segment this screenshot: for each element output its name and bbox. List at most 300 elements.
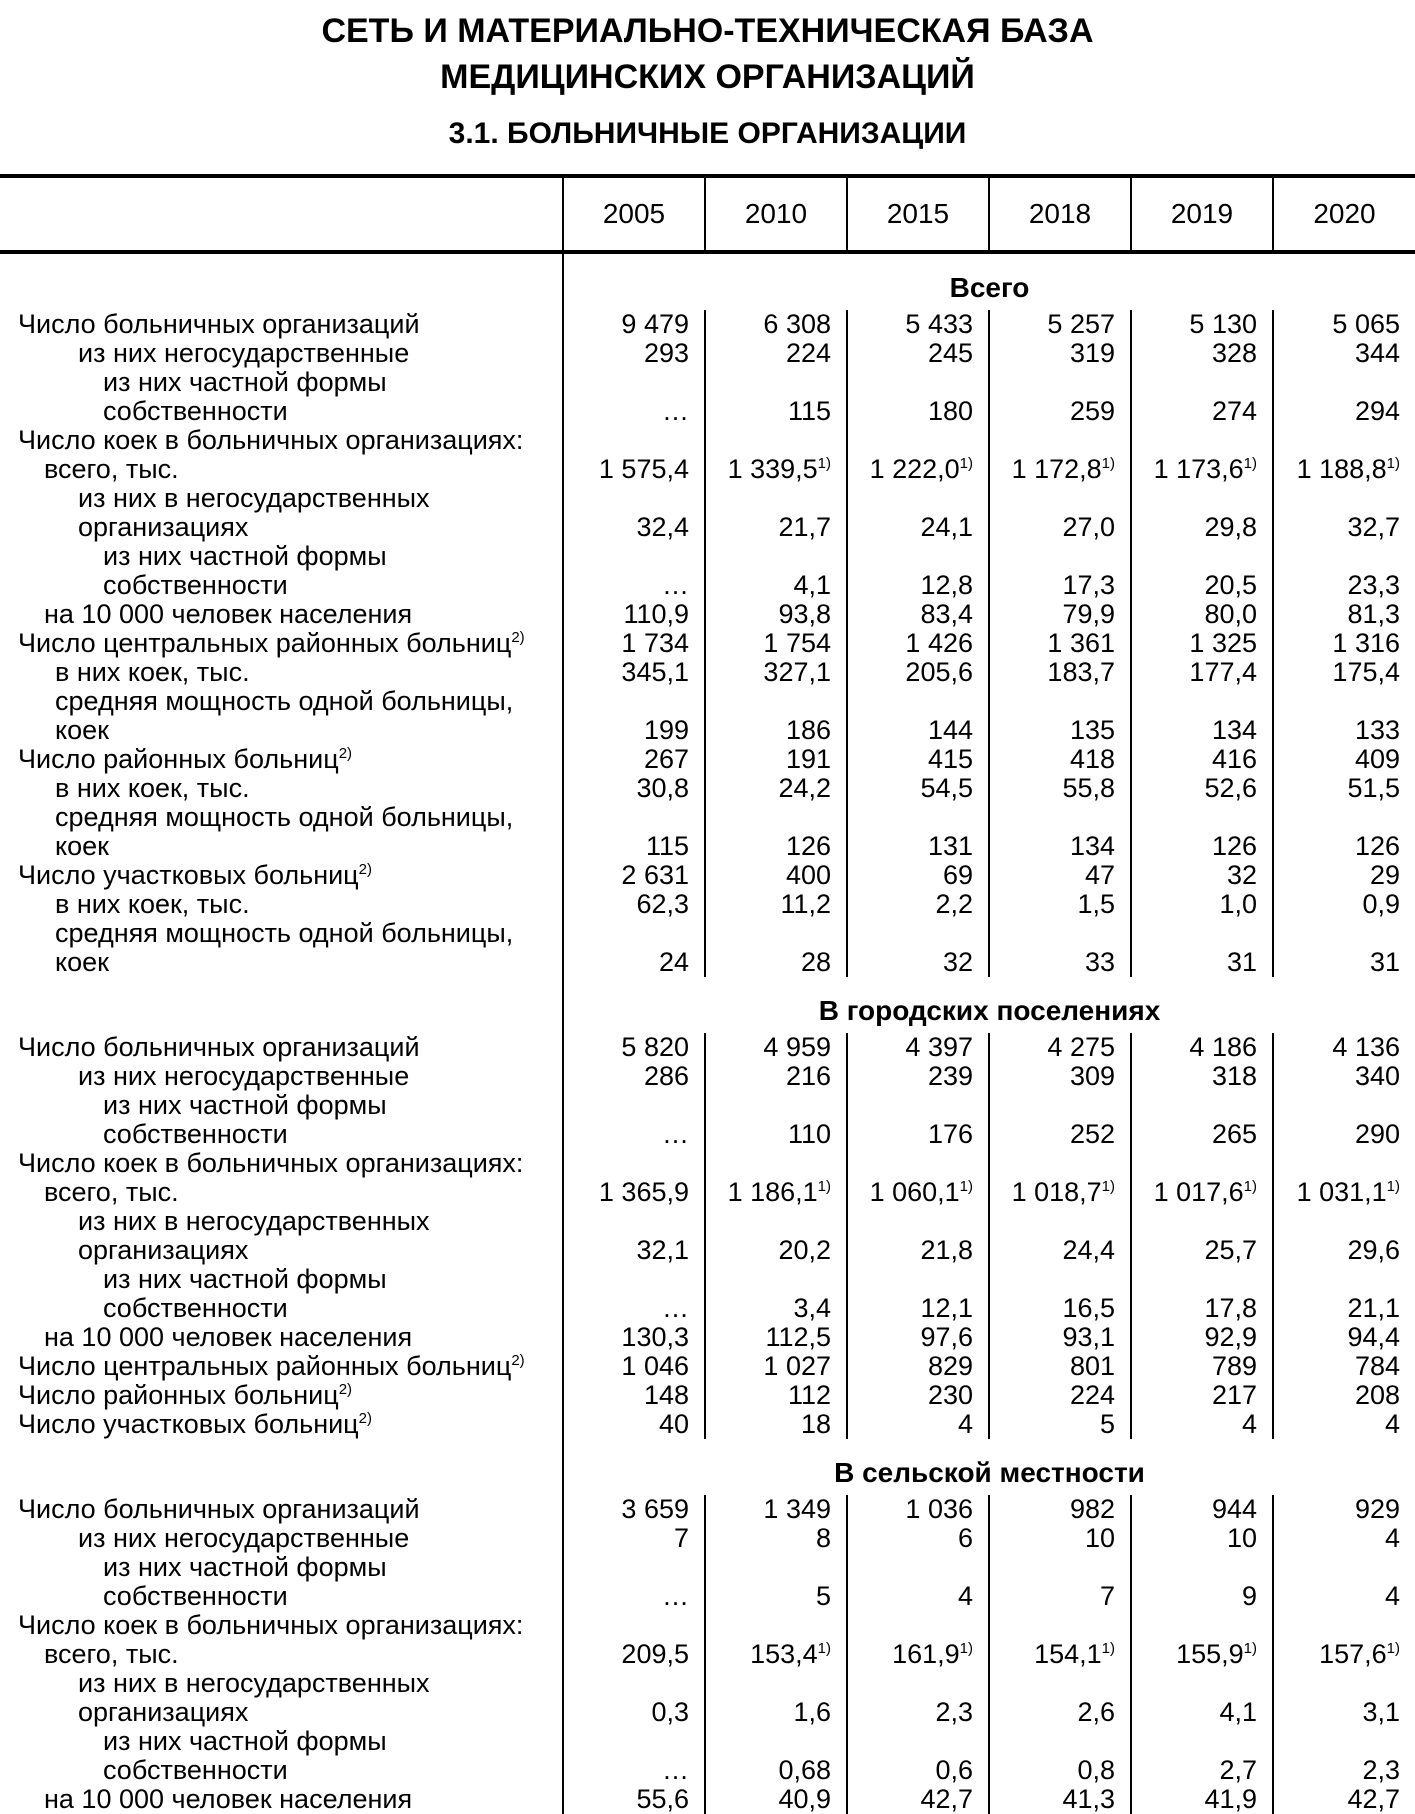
table-row bbox=[0, 919, 1415, 977]
footnote-marker: 1) bbox=[1101, 1640, 1115, 1657]
value-cell: 6 bbox=[847, 1524, 989, 1553]
page-title-line2: МЕДИЦИНСКИХ ОРГАНИЗАЦИЙ bbox=[440, 58, 975, 96]
value-cell: 2,2 bbox=[847, 890, 989, 919]
row-label: Число больничных организаций bbox=[18, 309, 420, 339]
value-cell: 1 017,6$^{1)}$ bbox=[1131, 1149, 1273, 1207]
value-cell: 32,4 bbox=[563, 484, 705, 542]
footnote-marker: 1) bbox=[817, 1178, 831, 1195]
value-cell: 161,9$^{1)}$ bbox=[847, 1611, 989, 1669]
table-row bbox=[0, 1611, 1415, 1669]
row-label: в них коек, тыс. bbox=[55, 773, 250, 803]
value-cell: 80,0 bbox=[1131, 600, 1273, 629]
value-cell: 17,8 bbox=[1131, 1265, 1273, 1323]
value-cell: 31 bbox=[1131, 919, 1273, 977]
row-label: на 10 000 человек населения bbox=[44, 599, 413, 629]
value-cell: 944 bbox=[1131, 1495, 1273, 1524]
value-cell: 126 bbox=[1273, 803, 1415, 861]
value-cell: 224 bbox=[705, 339, 847, 368]
value-cell: 2,3 bbox=[847, 1669, 989, 1727]
footnote-marker: 2) bbox=[511, 629, 525, 646]
value-cell: 319 bbox=[989, 339, 1131, 368]
row-label: из них негосударственные bbox=[78, 1523, 410, 1553]
table-row bbox=[0, 1149, 1415, 1207]
row-label: Число коек в больничных организациях: всего, тыс. bbox=[18, 1148, 524, 1207]
value-cell: 27,0 bbox=[989, 484, 1131, 542]
value-cell: 5 257 bbox=[989, 310, 1131, 339]
value-cell: 208 bbox=[1273, 1381, 1415, 1410]
table-row bbox=[0, 600, 1415, 629]
value-cell: 20,2 bbox=[705, 1207, 847, 1265]
value-cell: 42,7 bbox=[1273, 1785, 1415, 1814]
row-label: из них частной формы собственности bbox=[103, 1264, 387, 1323]
row-label: из них частной формы собственности bbox=[103, 367, 387, 426]
row-label: из них частной формы собственности bbox=[103, 1090, 387, 1149]
row-label: из них в негосударственных организациях bbox=[78, 1206, 430, 1265]
value-cell: 345,1 bbox=[563, 658, 705, 687]
value-cell: 51,5 bbox=[1273, 774, 1415, 803]
table-row bbox=[0, 658, 1415, 687]
section-row bbox=[0, 252, 1415, 310]
value-cell: 416 bbox=[1131, 745, 1273, 774]
value-cell: 144 bbox=[847, 687, 989, 745]
value-cell: 177,4 bbox=[1131, 658, 1273, 687]
value-cell: 155,9$^{1)}$ bbox=[1131, 1611, 1273, 1669]
value-cell: 41,9 bbox=[1131, 1785, 1273, 1814]
value-cell: 1 036 bbox=[847, 1495, 989, 1524]
value-cell: 1 361 bbox=[989, 629, 1131, 658]
table-row bbox=[0, 774, 1415, 803]
value-cell: 309 bbox=[989, 1062, 1131, 1091]
value-cell: 52,6 bbox=[1131, 774, 1273, 803]
value-cell: 1 046 bbox=[563, 1352, 705, 1381]
value-cell: 6 308 bbox=[705, 310, 847, 339]
section-row bbox=[0, 1439, 1415, 1495]
footnote-marker: 1) bbox=[817, 1640, 831, 1657]
value-cell: 4 136 bbox=[1273, 1033, 1415, 1062]
table-row bbox=[0, 1381, 1415, 1410]
value-cell: 134 bbox=[1131, 687, 1273, 745]
table-row bbox=[0, 1207, 1415, 1265]
row-label: Число участковых больниц$^{2)}$ bbox=[18, 1409, 372, 1439]
value-cell: 130,3 bbox=[563, 1323, 705, 1352]
year-header-row bbox=[0, 176, 1415, 252]
row-label: из них частной формы собственности bbox=[103, 1726, 387, 1785]
value-cell: 20,5 bbox=[1131, 542, 1273, 600]
value-cell: 344 bbox=[1273, 339, 1415, 368]
year-header: 2018 bbox=[989, 176, 1131, 252]
footnote-marker: 1) bbox=[1386, 1178, 1400, 1195]
value-cell: … bbox=[563, 542, 705, 600]
row-label: Число больничных организаций bbox=[18, 1032, 420, 1062]
table-row bbox=[0, 803, 1415, 861]
value-cell: 81,3 bbox=[1273, 600, 1415, 629]
table-row bbox=[0, 1524, 1415, 1553]
value-cell: 12,8 bbox=[847, 542, 989, 600]
value-cell: 1 734 bbox=[563, 629, 705, 658]
value-cell: 4 bbox=[1273, 1410, 1415, 1439]
value-cell: 40 bbox=[563, 1410, 705, 1439]
table-row bbox=[0, 1785, 1415, 1814]
table-row bbox=[0, 890, 1415, 919]
value-cell: 41,3 bbox=[989, 1785, 1131, 1814]
value-cell: 286 bbox=[563, 1062, 705, 1091]
value-cell: 126 bbox=[1131, 803, 1273, 861]
value-cell: 4 bbox=[847, 1553, 989, 1611]
section-header: Всего bbox=[563, 252, 1415, 310]
row-label: на 10 000 человек населения bbox=[44, 1784, 413, 1814]
value-cell: 1 575,4 bbox=[563, 426, 705, 484]
value-cell: 328 bbox=[1131, 339, 1273, 368]
value-cell: 154,1$^{1)}$ bbox=[989, 1611, 1131, 1669]
value-cell: 5 820 bbox=[563, 1033, 705, 1062]
value-cell: 153,4$^{1)}$ bbox=[705, 1611, 847, 1669]
value-cell: 1 325 bbox=[1131, 629, 1273, 658]
corner-cell bbox=[0, 176, 563, 252]
table-row bbox=[0, 1033, 1415, 1062]
row-label: из них негосударственные bbox=[78, 1061, 410, 1091]
value-cell: 217 bbox=[1131, 1381, 1273, 1410]
value-cell: … bbox=[563, 368, 705, 426]
value-cell: 183,7 bbox=[989, 658, 1131, 687]
value-cell: 1,6 bbox=[705, 1669, 847, 1727]
value-cell: 4 959 bbox=[705, 1033, 847, 1062]
footnote-marker: 2) bbox=[338, 745, 353, 762]
value-cell: 1 031,1$^{1)}$ bbox=[1273, 1149, 1415, 1207]
value-cell: 18 bbox=[705, 1410, 847, 1439]
row-label: Число районных больниц$^{2)}$ bbox=[18, 1380, 353, 1410]
value-cell: 0,9 bbox=[1273, 890, 1415, 919]
row-label: Число районных больниц$^{2)}$ bbox=[18, 744, 353, 774]
value-cell: 400 bbox=[705, 861, 847, 890]
value-cell: 409 bbox=[1273, 745, 1415, 774]
value-cell: 7 bbox=[989, 1553, 1131, 1611]
row-label: на 10 000 человек населения bbox=[44, 1322, 413, 1352]
value-cell: 17,3 bbox=[989, 542, 1131, 600]
footnote-marker: 2) bbox=[338, 1381, 353, 1398]
row-label: средняя мощность одной больницы, коек bbox=[55, 918, 514, 977]
value-cell: 23,3 bbox=[1273, 542, 1415, 600]
value-cell: 245 bbox=[847, 339, 989, 368]
row-label: из них частной формы собственности bbox=[103, 1552, 387, 1611]
year-header: 2005 bbox=[563, 176, 705, 252]
value-cell: 2,3 bbox=[1273, 1727, 1415, 1785]
value-cell: 10 bbox=[989, 1524, 1131, 1553]
value-cell: 83,4 bbox=[847, 600, 989, 629]
value-cell: 801 bbox=[989, 1352, 1131, 1381]
value-cell: 205,6 bbox=[847, 658, 989, 687]
value-cell: 176 bbox=[847, 1091, 989, 1149]
value-cell: 16,5 bbox=[989, 1265, 1131, 1323]
table-row bbox=[0, 1091, 1415, 1149]
value-cell: 199 bbox=[563, 687, 705, 745]
value-cell: 4,1 bbox=[1131, 1669, 1273, 1727]
value-cell: 12,1 bbox=[847, 1265, 989, 1323]
value-cell: 982 bbox=[989, 1495, 1131, 1524]
value-cell: 110 bbox=[705, 1091, 847, 1149]
value-cell: 1 339,5$^{1)}$ bbox=[705, 426, 847, 484]
value-cell: 47 bbox=[989, 861, 1131, 890]
value-cell: 40,9 bbox=[705, 1785, 847, 1814]
value-cell: 42,7 bbox=[847, 1785, 989, 1814]
footnote-marker: 1) bbox=[1243, 1178, 1257, 1195]
value-cell: 0,3 bbox=[563, 1669, 705, 1727]
year-header: 2010 bbox=[705, 176, 847, 252]
value-cell: 148 bbox=[563, 1381, 705, 1410]
value-cell: 32,7 bbox=[1273, 484, 1415, 542]
value-cell: 784 bbox=[1273, 1352, 1415, 1381]
table-row bbox=[0, 339, 1415, 368]
value-cell: 265 bbox=[1131, 1091, 1273, 1149]
value-cell: 224 bbox=[989, 1381, 1131, 1410]
value-cell: 1 754 bbox=[705, 629, 847, 658]
value-cell: 290 bbox=[1273, 1091, 1415, 1149]
row-label: из них негосударственные bbox=[78, 338, 410, 368]
value-cell: 32 bbox=[847, 919, 989, 977]
value-cell: 24,4 bbox=[989, 1207, 1131, 1265]
table-row bbox=[0, 426, 1415, 484]
year-header: 2020 bbox=[1273, 176, 1415, 252]
table-subtitle: 3.1. БОЛЬНИЧНЫЕ ОРГАНИЗАЦИИ bbox=[448, 117, 967, 150]
value-cell: 4,1 bbox=[705, 542, 847, 600]
value-cell: 11,2 bbox=[705, 890, 847, 919]
value-cell: 1 172,8$^{1)}$ bbox=[989, 426, 1131, 484]
value-cell: 32 bbox=[1131, 861, 1273, 890]
value-cell: 7 bbox=[563, 1524, 705, 1553]
value-cell: 1 316 bbox=[1273, 629, 1415, 658]
value-cell: 112,5 bbox=[705, 1323, 847, 1352]
table-row bbox=[0, 368, 1415, 426]
value-cell: 3 659 bbox=[563, 1495, 705, 1524]
value-cell: 93,1 bbox=[989, 1323, 1131, 1352]
value-cell: 33 bbox=[989, 919, 1131, 977]
value-cell: 21,1 bbox=[1273, 1265, 1415, 1323]
table-row bbox=[0, 1727, 1415, 1785]
value-cell: 9 479 bbox=[563, 310, 705, 339]
footnote-marker: 1) bbox=[959, 1178, 973, 1195]
value-cell: 0,6 bbox=[847, 1727, 989, 1785]
value-cell: 293 bbox=[563, 339, 705, 368]
value-cell: 327,1 bbox=[705, 658, 847, 687]
value-cell: 415 bbox=[847, 745, 989, 774]
row-label: из них частной формы собственности bbox=[103, 541, 387, 600]
value-cell: 3,1 bbox=[1273, 1669, 1415, 1727]
value-cell: 30,8 bbox=[563, 774, 705, 803]
value-cell: 54,5 bbox=[847, 774, 989, 803]
table-row bbox=[0, 1265, 1415, 1323]
value-cell: 3,4 bbox=[705, 1265, 847, 1323]
value-cell: 92,9 bbox=[1131, 1323, 1273, 1352]
value-cell: … bbox=[563, 1727, 705, 1785]
value-cell: 1 188,8$^{1)}$ bbox=[1273, 426, 1415, 484]
table-row bbox=[0, 1352, 1415, 1381]
value-cell: 55,6 bbox=[563, 1785, 705, 1814]
value-cell: 1 018,7$^{1)}$ bbox=[989, 1149, 1131, 1207]
table-row bbox=[0, 745, 1415, 774]
value-cell: 5 bbox=[989, 1410, 1131, 1439]
value-cell: 62,3 bbox=[563, 890, 705, 919]
value-cell: 24,1 bbox=[847, 484, 989, 542]
value-cell: 2,7 bbox=[1131, 1727, 1273, 1785]
value-cell: 93,8 bbox=[705, 600, 847, 629]
value-cell: 175,4 bbox=[1273, 658, 1415, 687]
page bbox=[0, 8, 1415, 1814]
value-cell: 5 433 bbox=[847, 310, 989, 339]
value-cell: 0,8 bbox=[989, 1727, 1131, 1785]
table-row bbox=[0, 1669, 1415, 1727]
row-label: Число участковых больниц$^{2)}$ bbox=[18, 860, 372, 890]
value-cell: 294 bbox=[1273, 368, 1415, 426]
value-cell: 4 bbox=[847, 1410, 989, 1439]
value-cell: 267 bbox=[563, 745, 705, 774]
value-cell: 21,7 bbox=[705, 484, 847, 542]
footnote-marker: 1) bbox=[1386, 1640, 1400, 1657]
value-cell: 31 bbox=[1273, 919, 1415, 977]
value-cell: 180 bbox=[847, 368, 989, 426]
value-cell: 1 349 bbox=[705, 1495, 847, 1524]
value-cell: 5 065 bbox=[1273, 310, 1415, 339]
value-cell: 55,8 bbox=[989, 774, 1131, 803]
value-cell: 29,8 bbox=[1131, 484, 1273, 542]
footnote-marker: 1) bbox=[1386, 455, 1400, 472]
table-row bbox=[0, 484, 1415, 542]
value-cell: 1 027 bbox=[705, 1352, 847, 1381]
value-cell: 230 bbox=[847, 1381, 989, 1410]
row-label: средняя мощность одной больницы, коек bbox=[55, 802, 514, 861]
value-cell: 1,0 bbox=[1131, 890, 1273, 919]
table-row bbox=[0, 687, 1415, 745]
value-cell: 4 bbox=[1273, 1524, 1415, 1553]
value-cell: 112 bbox=[705, 1381, 847, 1410]
footnote-marker: 2) bbox=[358, 861, 372, 878]
value-cell: 29 bbox=[1273, 861, 1415, 890]
value-cell: 25,7 bbox=[1131, 1207, 1273, 1265]
value-cell: 929 bbox=[1273, 1495, 1415, 1524]
footnote-marker: 2) bbox=[358, 1410, 372, 1427]
row-label: Число центральных районных больниц$^{2)}$ bbox=[18, 628, 525, 658]
value-cell: 8 bbox=[705, 1524, 847, 1553]
value-cell: 134 bbox=[989, 803, 1131, 861]
footnote-marker: 1) bbox=[959, 455, 973, 472]
footnote-marker: 1) bbox=[1101, 1178, 1115, 1195]
value-cell: 21,8 bbox=[847, 1207, 989, 1265]
value-cell: 133 bbox=[1273, 687, 1415, 745]
value-cell: 4 275 bbox=[989, 1033, 1131, 1062]
table-row bbox=[0, 1410, 1415, 1439]
row-label: Число больничных организаций bbox=[18, 1494, 420, 1524]
value-cell: 115 bbox=[705, 368, 847, 426]
value-cell: 9 bbox=[1131, 1553, 1273, 1611]
value-cell: 209,5 bbox=[563, 1611, 705, 1669]
table-row bbox=[0, 629, 1415, 658]
row-label: средняя мощность одной больницы, коек bbox=[55, 686, 514, 745]
section-row-spacer bbox=[0, 1439, 563, 1495]
table-row bbox=[0, 861, 1415, 890]
year-header: 2015 bbox=[847, 176, 989, 252]
footnote-marker: 1) bbox=[959, 1640, 973, 1657]
footnote-marker: 1) bbox=[1243, 1640, 1257, 1657]
value-cell: 829 bbox=[847, 1352, 989, 1381]
value-cell: 789 bbox=[1131, 1352, 1273, 1381]
table-row bbox=[0, 1495, 1415, 1524]
value-cell: 28 bbox=[705, 919, 847, 977]
footnote-marker: 1) bbox=[1243, 455, 1257, 472]
value-cell: 32,1 bbox=[563, 1207, 705, 1265]
value-cell: 1 222,0$^{1)}$ bbox=[847, 426, 989, 484]
table-row bbox=[0, 1062, 1415, 1091]
value-cell: 216 bbox=[705, 1062, 847, 1091]
value-cell: 79,9 bbox=[989, 600, 1131, 629]
value-cell: 340 bbox=[1273, 1062, 1415, 1091]
value-cell: 274 bbox=[1131, 368, 1273, 426]
section-header: В сельской местности bbox=[563, 1439, 1415, 1495]
table-row bbox=[0, 310, 1415, 339]
value-cell: 4 bbox=[1131, 1410, 1273, 1439]
value-cell: 252 bbox=[989, 1091, 1131, 1149]
row-label: из них в негосударственных организациях bbox=[78, 1668, 430, 1727]
value-cell: 24,2 bbox=[705, 774, 847, 803]
table-row bbox=[0, 1323, 1415, 1352]
value-cell: 1 365,9 bbox=[563, 1149, 705, 1207]
row-label: в них коек, тыс. bbox=[55, 889, 250, 919]
value-cell: 115 bbox=[563, 803, 705, 861]
value-cell: 5 bbox=[705, 1553, 847, 1611]
value-cell: 126 bbox=[705, 803, 847, 861]
value-cell: 239 bbox=[847, 1062, 989, 1091]
value-cell: 131 bbox=[847, 803, 989, 861]
value-cell: 1 060,1$^{1)}$ bbox=[847, 1149, 989, 1207]
footnote-marker: 2) bbox=[511, 1352, 525, 1369]
row-label: Число коек в больничных организациях: всего, тыс. bbox=[18, 1610, 524, 1669]
row-label: Число коек в больничных организациях: всего, тыс. bbox=[18, 425, 524, 484]
value-cell: … bbox=[563, 1091, 705, 1149]
hospital-organizations-table bbox=[0, 174, 1415, 1814]
page-title bbox=[0, 8, 1415, 100]
value-cell: 69 bbox=[847, 861, 989, 890]
value-cell: 135 bbox=[989, 687, 1131, 745]
footnote-marker: 1) bbox=[1101, 455, 1115, 472]
row-label: из них в негосударственных организациях bbox=[78, 483, 430, 542]
value-cell: 24 bbox=[563, 919, 705, 977]
footnote-marker: 1) bbox=[817, 455, 831, 472]
value-cell: 4 397 bbox=[847, 1033, 989, 1062]
row-label: Число центральных районных больниц$^{2)}$ bbox=[18, 1351, 525, 1381]
value-cell: 10 bbox=[1131, 1524, 1273, 1553]
value-cell: 259 bbox=[989, 368, 1131, 426]
section-row bbox=[0, 977, 1415, 1033]
value-cell: 1 186,1$^{1)}$ bbox=[705, 1149, 847, 1207]
year-header: 2019 bbox=[1131, 176, 1273, 252]
value-cell: 2,6 bbox=[989, 1669, 1131, 1727]
value-cell: 157,6$^{1)}$ bbox=[1273, 1611, 1415, 1669]
value-cell: 1 426 bbox=[847, 629, 989, 658]
value-cell: 186 bbox=[705, 687, 847, 745]
value-cell: 191 bbox=[705, 745, 847, 774]
section-row-spacer bbox=[0, 252, 563, 310]
value-cell: 4 bbox=[1273, 1553, 1415, 1611]
value-cell: 1,5 bbox=[989, 890, 1131, 919]
value-cell: … bbox=[563, 1553, 705, 1611]
value-cell: 418 bbox=[989, 745, 1131, 774]
value-cell: 110,9 bbox=[563, 600, 705, 629]
value-cell: 318 bbox=[1131, 1062, 1273, 1091]
value-cell: … bbox=[563, 1265, 705, 1323]
value-cell: 97,6 bbox=[847, 1323, 989, 1352]
value-cell: 94,4 bbox=[1273, 1323, 1415, 1352]
table-row bbox=[0, 542, 1415, 600]
page-title-line1: СЕТЬ И МАТЕРИАЛЬНО-ТЕХНИЧЕСКАЯ БАЗА bbox=[321, 12, 1094, 50]
value-cell: 2 631 bbox=[563, 861, 705, 890]
value-cell: 5 130 bbox=[1131, 310, 1273, 339]
